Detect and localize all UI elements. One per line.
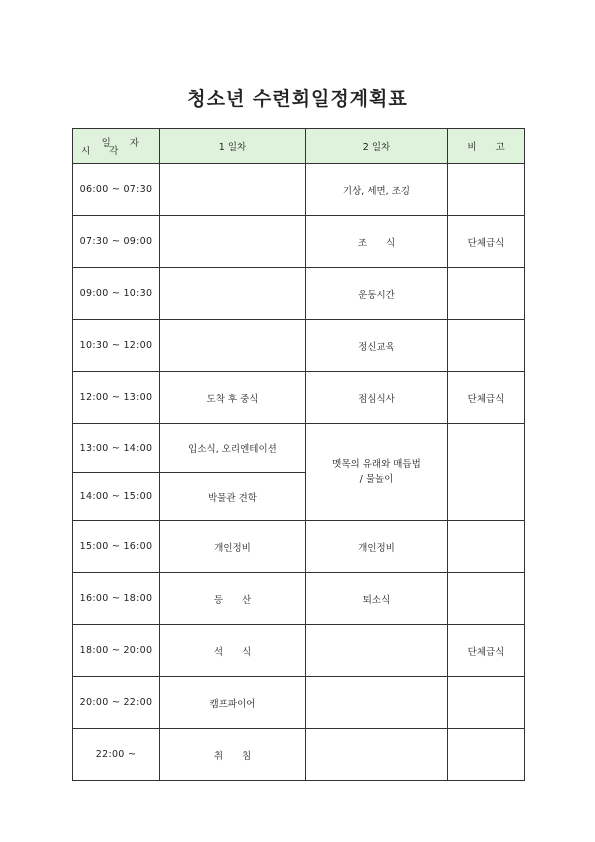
time-cell: 10:30 ~ 12:00 — [73, 320, 160, 372]
header-day2: 2 일차 — [306, 129, 448, 164]
time-cell: 06:00 ~ 07:30 — [73, 164, 160, 216]
header-date-label: 일 자 — [101, 138, 147, 149]
day1-cell: 입소식, 오리엔테이션 — [160, 424, 306, 473]
day1-cell: 박물관 견학 — [160, 473, 306, 521]
day1-cell: 캠프파이어 — [160, 677, 306, 729]
table-row — [73, 372, 525, 424]
note-cell — [448, 164, 525, 216]
time-cell: 07:30 ~ 09:00 — [73, 216, 160, 268]
table-row — [73, 216, 525, 268]
day1-cell: 석 식 — [160, 625, 306, 677]
day2-cell — [306, 677, 448, 729]
day2-cell: 기상, 세면, 조깅 — [306, 164, 448, 216]
table-row — [73, 625, 525, 677]
note-cell: 단체급식 — [448, 372, 525, 424]
table-row — [73, 573, 525, 625]
table-row — [73, 320, 525, 372]
note-cell — [448, 677, 525, 729]
note-cell — [448, 521, 525, 573]
day2-merged-cell: 멧목의 유래와 매듭법 / 물놀이 — [306, 424, 448, 521]
day1-cell — [160, 216, 306, 268]
time-cell: 12:00 ~ 13:00 — [73, 372, 160, 424]
day1-cell: 등 산 — [160, 573, 306, 625]
time-cell: 16:00 ~ 18:00 — [73, 573, 160, 625]
header-day1: 1 일차 — [160, 129, 306, 164]
day2-cell: 정신교육 — [306, 320, 448, 372]
time-cell: 09:00 ~ 10:30 — [73, 268, 160, 320]
day2-cell: 퇴소식 — [306, 573, 448, 625]
note-cell — [448, 424, 525, 521]
page-title: 청소년 수련회일정계획표 — [187, 88, 408, 110]
time-cell: 22:00 ~ — [73, 729, 160, 781]
day1-cell — [160, 268, 306, 320]
note-cell — [448, 729, 525, 781]
table-row — [73, 677, 525, 729]
note-cell: 단체급식 — [448, 625, 525, 677]
table-row — [73, 268, 525, 320]
day1-cell: 도착 후 중식 — [160, 372, 306, 424]
day2-cell: 점심식사 — [306, 372, 448, 424]
time-cell: 18:00 ~ 20:00 — [73, 625, 160, 677]
time-cell: 15:00 ~ 16:00 — [73, 521, 160, 573]
note-cell — [448, 320, 525, 372]
time-cell: 14:00 ~ 15:00 — [73, 473, 160, 521]
day1-cell: 취 침 — [160, 729, 306, 781]
table-row — [73, 424, 525, 473]
time-cell: 13:00 ~ 14:00 — [73, 424, 160, 473]
day2-cell — [306, 729, 448, 781]
time-cell: 20:00 ~ 22:00 — [73, 677, 160, 729]
day1-cell — [160, 164, 306, 216]
day1-cell: 개인정비 — [160, 521, 306, 573]
header-row — [73, 129, 525, 164]
day1-cell — [160, 320, 306, 372]
schedule-table — [72, 128, 525, 781]
table-row — [73, 164, 525, 216]
day2-cell: 조 식 — [306, 216, 448, 268]
table-row — [73, 521, 525, 573]
note-cell — [448, 573, 525, 625]
header-corner-cell — [73, 129, 160, 164]
note-cell: 단체급식 — [448, 216, 525, 268]
header-note: 비 고 — [448, 129, 525, 164]
header-time-label: 시 각 — [81, 146, 127, 157]
day2-cell: 운동시간 — [306, 268, 448, 320]
table-row — [73, 729, 525, 781]
note-cell — [448, 268, 525, 320]
day2-cell — [306, 625, 448, 677]
day2-cell: 개인정비 — [306, 521, 448, 573]
